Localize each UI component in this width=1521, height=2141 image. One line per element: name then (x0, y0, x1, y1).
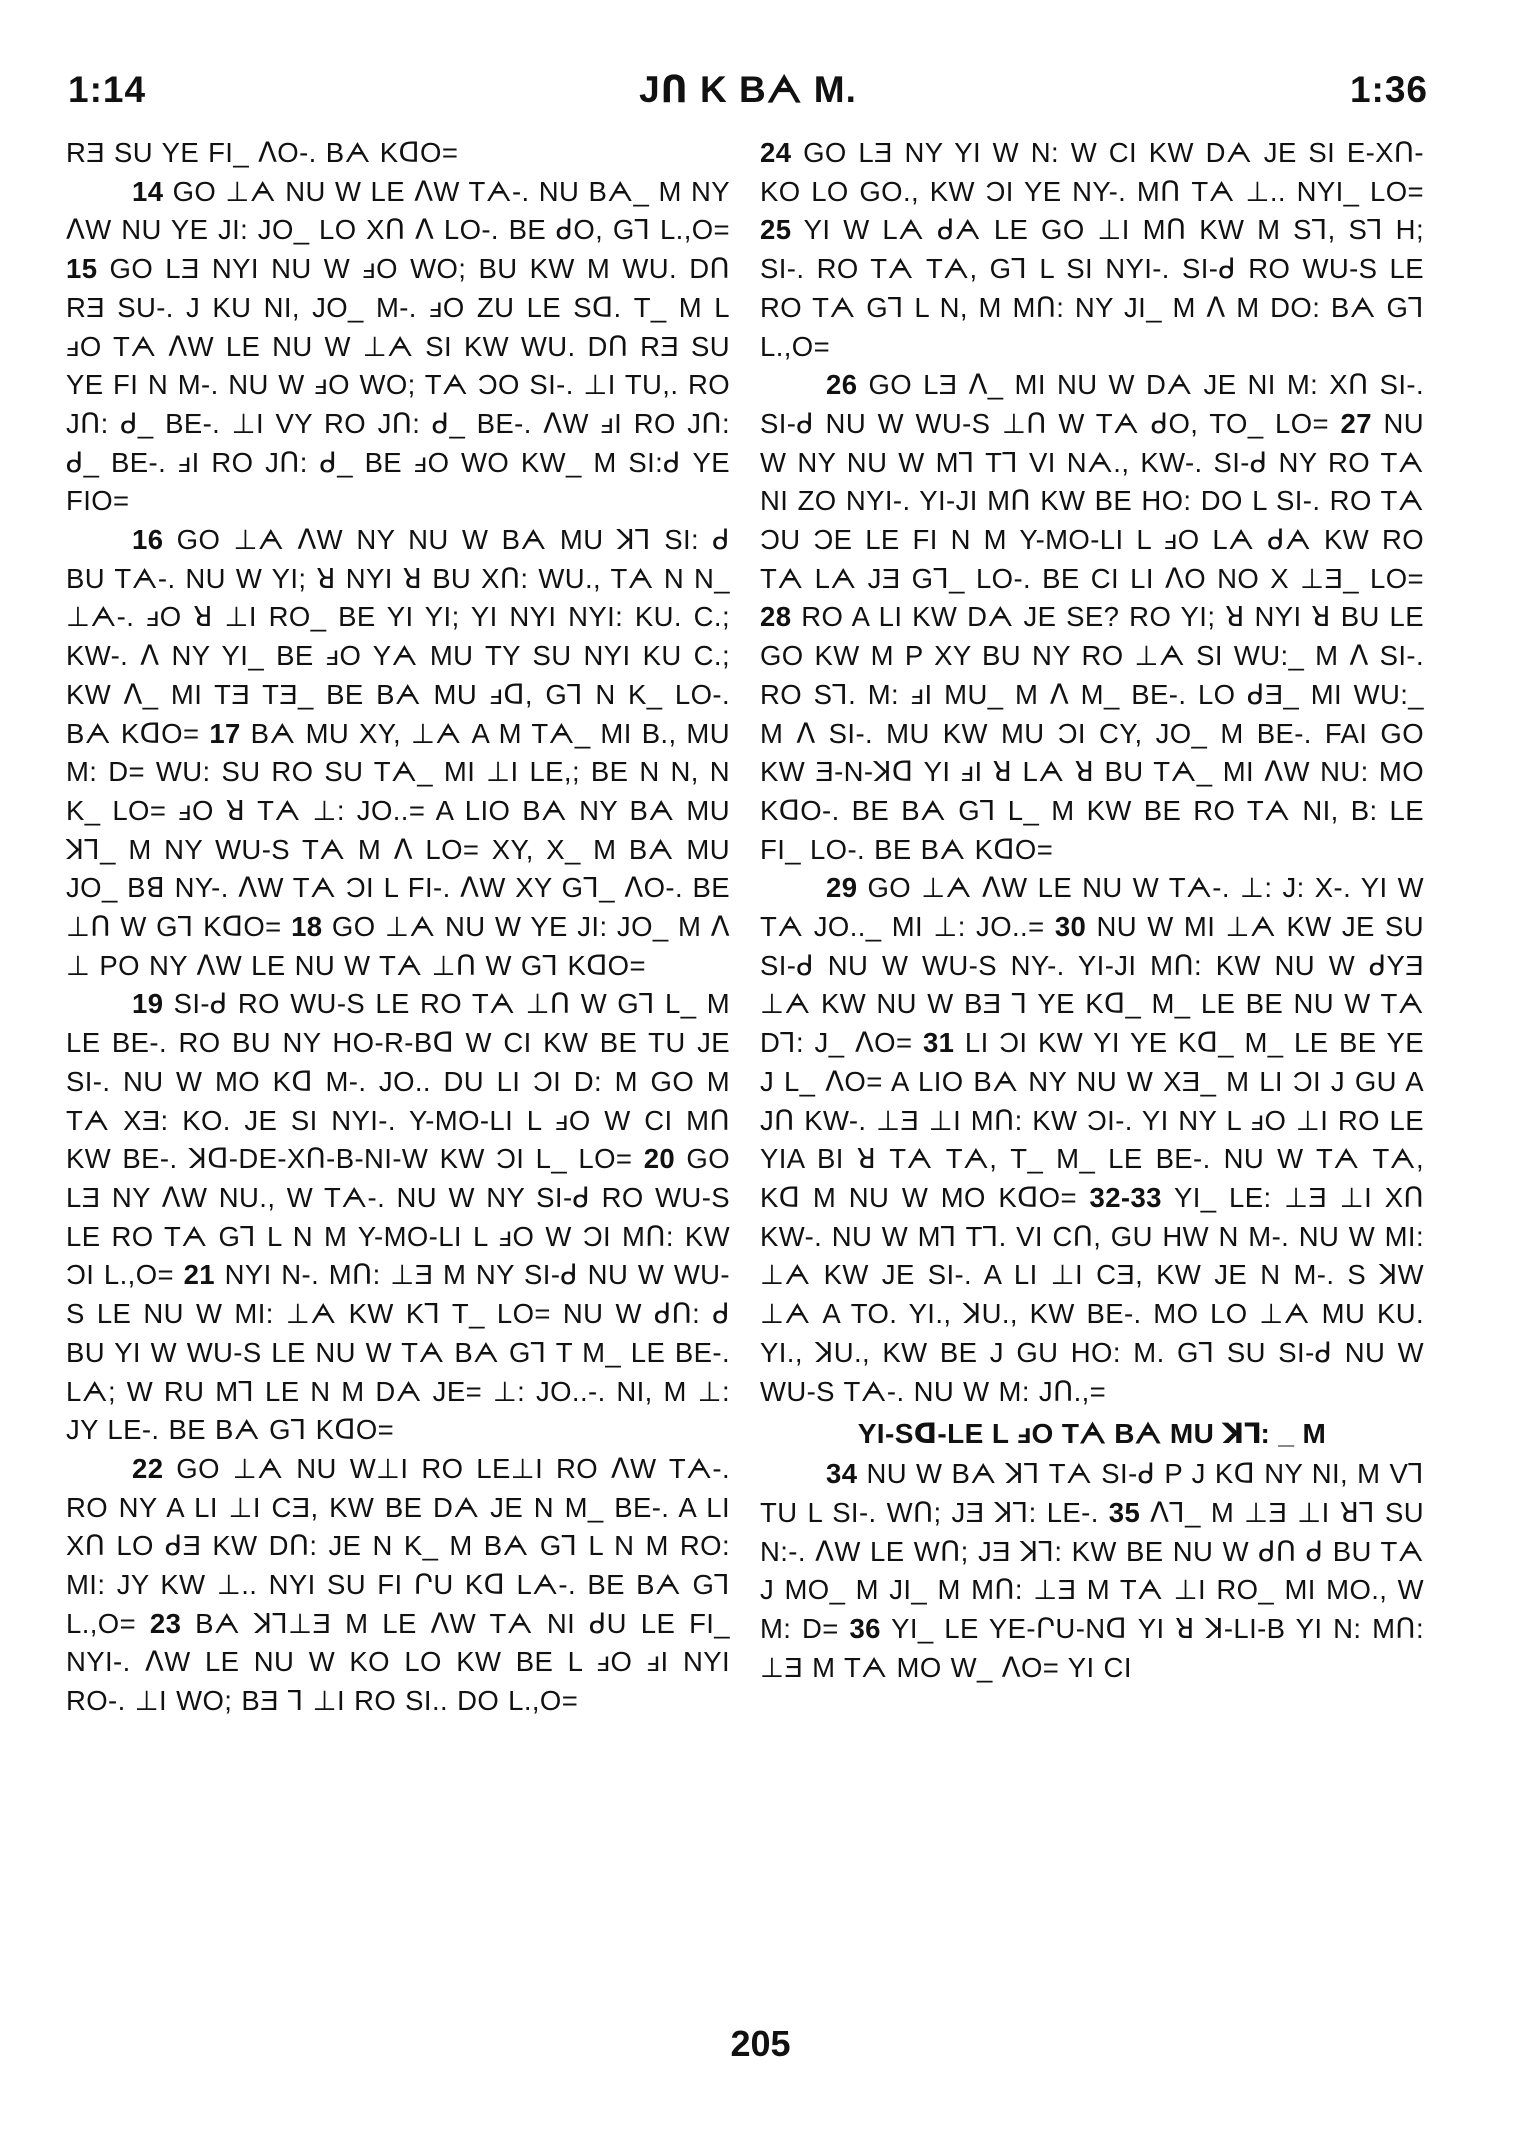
verse-number: 26 (826, 369, 858, 401)
verse-text: RƎ SU YE FI_ ᐱO-. Bᗅ KᗡO= (66, 137, 459, 168)
verse-text: GO LƎ NY YI W N: W CI KW Dᗅ JE SI E-XՈ-KO LO GO., KW ϽI YE NY-. MՈ Tᗅ ⊥.. NYI_ LO= (760, 137, 1424, 207)
verse-number: 23 (149, 1607, 182, 1639)
verse-number: 27 (1340, 407, 1372, 439)
verse-text: Bᗅ ꓘ⅂⊥Ǝ M LE ᐱW Tᗅ NI ᑯU LE FI_ NYI-. ᐱW LE NU W KO LO KW BE L ⅎO ⅎI NYI RO-. ⊥I WO; BƎ ⅂ ⊥I RO SI.. DO L.,O= (66, 1607, 730, 1717)
verse-text: GO ⊥ᗅ NU W⊥I RO LE⊥I RO ᐱW Tᗅ-. RO NY A LI ⊥I CƎ, KW BE Dᗅ JE N M_ BE-. A LI XՈ LO ᑯƎ KW DՈ: JE N K_ M Bᗅ G⅂ L N M RO: MI: JY KW ⊥.. NYI SU FI ՐU Kᗡ Lᗅ-. BE Bᗅ G⅂ L.,O= (66, 1452, 730, 1639)
verse-number: 21 (183, 1259, 215, 1291)
verse-text: YI_ LE YE-ՐU-Nᗡ YI ꓤ ꓘ-LI-B YI N: MՈ: ⊥Ǝ M Tᗅ MO W_ ᐱO= YI CI (760, 1613, 1424, 1683)
verse-text: RO A LI KW Dᗅ JE SE? RO YI; ꓤ NYI ꓤ BU LE GO KW M P XY BU NY RO ⊥ᗅ SI WU:_ M ᐱ SI-. RO S⅂. M: ⅎI MU_ M ᐱ M_ BE-. LO ᑯƎ_ MI WU:_ M ᐱ SI-. MU KW MU ϽI CY, JO_ M BE-. FAI GO KW Ǝ-N-ꓘᗡ YI ⅎI ꓤ Lᗅ ꓤ BU Tᗅ_ MI ᐱW NU: MO KᗡO-. BE Bᗅ G⅂ L_ M KW BE RO Tᗅ NI, B: LE FI_ LO-. BE Bᗅ KᗡO= (760, 601, 1424, 865)
verse-number: 18 (291, 911, 323, 943)
page-number: 205 (730, 2023, 791, 2064)
paragraph (760, 134, 1424, 366)
paragraph (66, 521, 730, 985)
verse-text: YI W Lᗅ ᑯᗅ LE GO ⊥I MՈ KW M S⅂, S⅂ H; SI-. RO Tᗅ Tᗅ, G⅂ L SI NYI-. SI-ᑯ RO WU-S LE RO Tᗅ G⅂ L N, M MՈ: NY JI_ M ᐱ M DO: Bᗅ G⅂ L.,O= (760, 214, 1424, 362)
paragraph (760, 1455, 1424, 1687)
header-title: JՈ K Bᗅ M. (639, 69, 857, 110)
verse-text: GO ⊥ᗅ ᐱW NY NU W Bᗅ MU ꓘ⅂ SI: ᑯ BU Tᗅ-. NU W YI; ꓤ NYI ꓤ BU XՈ: WU., Tᗅ N N_ ⊥ᗅ-. ⅎO ꓤ ⊥I RO_ BE YI YI; YI NYI NYI: KU. C.; KW-. ᐱ NY YI_ BE ⅎO Yᗅ MU TY SU NYI KU C.; KW ᐱ_ MI TƎ TƎ_ BE Bᗅ MU ⅎᗡ, G⅂ N K_ LO-. Bᗅ KᗡO= (66, 524, 730, 749)
verse-number: 20 (643, 1143, 676, 1175)
verse-number: 35 (1108, 1496, 1141, 1528)
verse-number: 17 (209, 717, 241, 749)
verse-text: GO LƎ NY ᐱW NU., W Tᗅ-. NU W NY SI-ᑯ RO WU-S LE RO Tᗅ G⅂ L N M Y-MO-LI L ⅎO W ϽI MՈ: KW ϽI L.,O= (66, 1143, 730, 1291)
header-right-reference: 1:36 (1349, 69, 1428, 110)
paragraph (66, 985, 730, 1449)
right-text-column (760, 134, 1424, 2004)
verse-number: 34 (826, 1458, 858, 1490)
verse-number: 31 (922, 1027, 955, 1059)
verse-number: 25 (760, 214, 792, 246)
verse-text: Bᗅ MU XY, ⊥ᗅ A M Tᗅ_ MI B., MU M: D= WU: SU RO SU Tᗅ_ MI ⊥I LE,; BE N N, N K_ LO= ⅎO ꓤ Tᗅ ⊥: JO..= A LIO Bᗅ NY Bᗅ MU ꓘ⅂_ M NY WU-S Tᗅ M ᐱ LO= XY, X_ M Bᗅ MU JO_ Bꓭ NY-. ᐱW Tᗅ ϽI L FI-. ᐱW XY G⅂_ ᐱO-. BE ⊥Ո W G⅂ KᗡO= (66, 717, 730, 943)
paragraph (760, 366, 1424, 869)
verse-text: YI_ LE: ⊥Ǝ ⊥I XՈ KW-. NU W M⅂ T⅂. VI CՈ, GU HW N M-. NU W MI: ⊥ᗅ KW JE SI-. A LI ⊥I CƎ, KW JE N M-. S ꓘW ⊥ᗅ A TO. YI., ꓘU., KW BE-. MO LO ⊥ᗅ MU KU. YI., ꓘU., KW BE J GU HO: M. G⅂ SU SI-ᑯ NU W WU-S Tᗅ-. NU W M: JՈ.,= (760, 1181, 1424, 1407)
left-text-column (66, 134, 730, 2004)
verse-number: 15 (66, 253, 98, 285)
verse-text: GO LƎ ᐱ_ MI NU W Dᗅ JE NI M: XՈ SI-. SI-ᑯ NU W WU-S ⊥Ո W Tᗅ ᑯO, TO_ LO= (760, 369, 1424, 439)
verse-text: GO ⊥ᗅ ᐱW LE NU W Tᗅ-. ⊥: J: X-. YI W Tᗅ JO.._ MI ⊥: JO..= (760, 872, 1424, 943)
section-heading: YI-Sᗡ-LE L ⅎO Tᗅ Bᗅ MU ꓘ⅂: _ M (857, 1418, 1327, 1450)
verse-text: GO ⊥ᗅ NU W YE JI: JO_ M ᐱ ⊥ PO NY ᐱW LE NU W Tᗅ ⊥Ո W G⅂ KᗡO= (66, 911, 730, 981)
verse-number: 14 (132, 175, 164, 207)
paragraph (66, 1450, 730, 1721)
verse-number: 32-33 (1089, 1181, 1162, 1213)
verse-text: NU W MI ⊥ᗅ KW JE SU SI-ᑯ NU W WU-S NY-. YI-JI MՈ: KW NU W ᑯYƎ ⊥ᗅ KW NU W BƎ ⅂ YE Kᗡ_ M_ LE BE NU W Tᗅ D⅂: J_ ᐱO= (760, 911, 1424, 1059)
verse-number: 36 (849, 1613, 881, 1645)
verse-text: GO LƎ NYI NU W ⅎO WO; BU KW M WU. DՈ RƎ SU-. J KU NI, JO_ M-. ⅎO ZU LE Sᗡ. T_ M L ⅎO Tᗅ ᐱW LE NU W ⊥ᗅ SI KW WU. DՈ RƎ SU YE FI N M-. NU W ⅎO WO; Tᗅ ϽO SI-. ⊥I TU,. RO JՈ: ᑯ_ BE-. ⊥I VY RO JՈ: ᑯ_ BE-. ᐱW ⅎI RO JՈ: ᑯ_ BE-. ⅎI RO JՈ: ᑯ_ BE ⅎO WO KW_ M SI:ᑯ YE FIO= (66, 253, 730, 517)
verse-text: NU W NY NU W M⅂ T⅂ VI Nᗅ., KW-. SI-ᑯ NY RO Tᗅ NI ZO NYI-. YI-JI MՈ KW BE HO: DO L SI-. RO Tᗅ ϽU ϽE LE FI N M Y-MO-LI L ⅎO Lᗅ ᑯᗅ KW RO Tᗅ Lᗅ JƎ G⅂_ LO-. BE CI LI ᐱO NO X ⊥Ǝ_ LO= (760, 407, 1424, 594)
verse-number: 29 (826, 872, 858, 904)
verse-number: 24 (760, 137, 792, 168)
verse-number: 22 (132, 1452, 164, 1484)
verse-text: NYI N-. MՈ: ⊥Ǝ M NY SI-ᑯ NU W WU-S LE NU W MI: ⊥ᗅ KW K⅂ T_ LO= NU W ᑯՈ: ᑯ BU YI W WU-S LE NU W Tᗅ Bᗅ G⅂ T M_ LE BE-. Lᗅ; W RU M⅂ LE N M Dᗅ JE= ⊥: JO..-. NI, M ⊥: JY LE-. BE Bᗅ G⅂ KᗡO= (66, 1259, 730, 1446)
paragraph (66, 173, 730, 521)
page-header (68, 68, 1428, 118)
verse-text: SI-ᑯ RO WU-S LE RO Tᗅ ⊥Ո W G⅂ L_ M LE BE-. RO BU NY HO-R-Bᗡ W CI KW BE TU JE SI-. NU W MO Kᗡ M-. JO.. DU LI ϽI D: M GO M Tᗅ XƎ: KO. JE SI NYI-. Y-MO-LI L ⅎO W CI MՈ KW BE-. ꓘᗡ-DE-XՈ-B-NI-W KW ϽI L_ LO= (66, 988, 730, 1175)
verse-text: GO ⊥ᗅ NU W LE ᐱW Tᗅ-. NU Bᗅ_ M NY ᐱW NU YE JI: JO_ LO XՈ ᐱ LO-. BE ᑯO, G⅂ L.,O= (66, 175, 730, 246)
verse-number: 16 (132, 524, 164, 556)
verse-number: 19 (132, 988, 164, 1020)
verse-number: 30 (1054, 911, 1087, 943)
paragraph (760, 869, 1424, 1411)
verse-number: 28 (760, 601, 792, 633)
verse-text: ᐱ⅂_ M ⊥Ǝ ⊥I ꓤ⅂ SU N:-. ᐱW LE WՈ; JƎ ꓘ⅂: KW BE NU W ᑯՈ ᑯ BU Tᗅ J MO_ M JI_ M MՈ: ⊥Ǝ M Tᗅ ⊥I RO_ MI MO., W M: D= (760, 1496, 1424, 1645)
header-left-reference: 1:14 (68, 69, 147, 110)
verse-text: NU W Bᗅ ꓘ⅂ Tᗅ SI-ᑯ P J Kᗡ NY NI, M V⅂ TU L SI-. WՈ; JƎ ꓘ⅂: LE-. (760, 1458, 1424, 1528)
verse-text: LI ϽI KW YI YE Kᗡ_ M_ LE BE YE J L_ ᐱO= A LIO Bᗅ NY NU W XƎ_ M LI ϽI J GU A JՈ KW-. ⊥Ǝ ⊥I MՈ: KW ϽI-. YI NY L ⅎO ⊥I RO LE YIA BI ꓤ Tᗅ Tᗅ, T_ M_ LE BE-. NU W Tᗅ Tᗅ, Kᗡ M NU W MO KᗡO= (760, 1027, 1424, 1213)
paragraph (66, 134, 730, 173)
